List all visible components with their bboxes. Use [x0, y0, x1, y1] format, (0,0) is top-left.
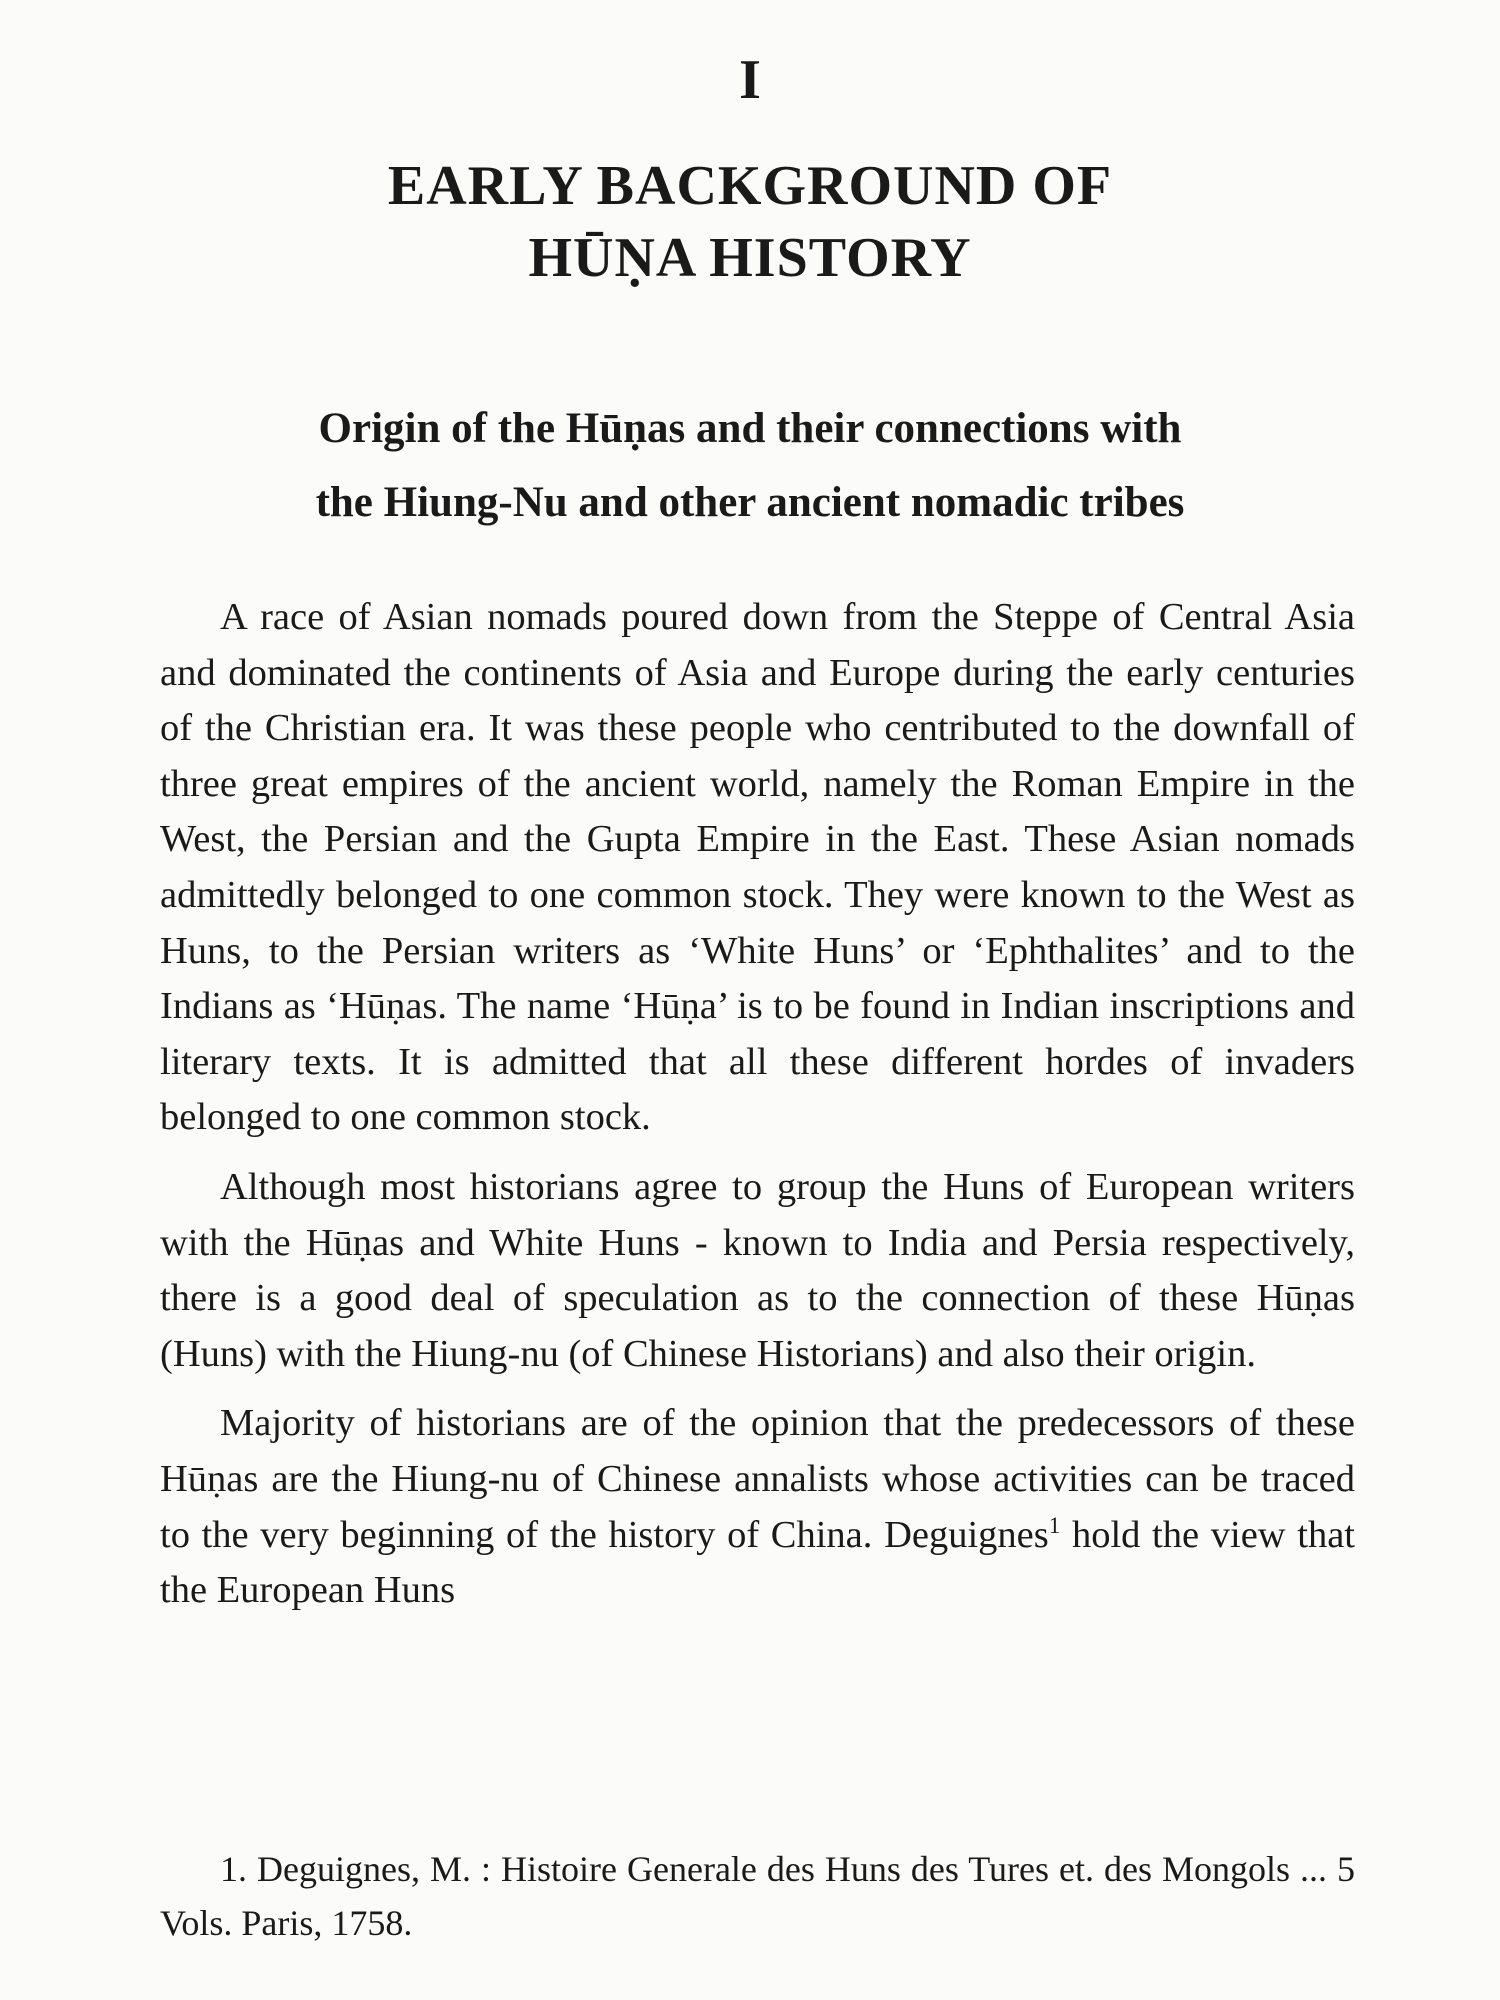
paragraph-3-text-before-reference: Majority of historians are of the opinion that the predecessors of these Hūṇas are the Hiung-nu of Chinese annalists whose activities can be traced to the very beginning of the history of China. Deguignes [160, 1402, 1355, 1556]
paragraph-1: A race of Asian nomads poured down from the Steppe of Central Asia and dominated the continents of Asia and Europe during the early centuries of the Christian era. It was these people who centributed to the downfall of three great empires of the ancient world, namely the Roman Empire in the West, the Persian and the Gupta Empire in the East. These Asian nomads admittedly belonged to one common stock. They were known to the West as Huns, to the Persian writers as ‘White Huns’ or ‘Ephthalites’ and to the Indians as ‘Hūṇas. The name ‘Hūṇa’ is to be found in Indian inscriptions and literary texts. It is admitted that all these different hordes of invaders belonged to one common stock. [160, 596, 1355, 1139]
chapter-title [0, 150, 1500, 294]
footnote [160, 1842, 1355, 1950]
chapter-title-line-2: HŪṆA HISTORY [528, 227, 972, 289]
chapter-title-line-1: EARLY BACKGROUND OF [387, 155, 1113, 217]
paragraph-3-text-after-reference: hold the view that the European Huns [160, 1513, 1355, 1612]
paragraph-3 [160, 1396, 1355, 1618]
section-heading [150, 392, 1350, 540]
footnote-1: 1. Deguignes, M. : Histoire Generale des Huns des Tures et. des Mongols ... 5 Vols. Paris, 1758. [160, 1849, 1355, 1943]
body-text [160, 590, 1355, 1633]
footnote-reference-1: 1 [1048, 1511, 1061, 1538]
chapter-number: I [739, 49, 761, 111]
section-heading-line-2: the Hiung-Nu and other ancient nomadic tribes [315, 479, 1185, 526]
paragraph-2: Although most historians agree to group the Huns of European writers with the Hūṇas and White Huns - known to India and Persia respectively, there is a good deal of speculation as to the connection of these Hūṇas (Huns) with the Hiung-nu (of Chinese Historians) and also their origin. [160, 1165, 1355, 1375]
section-heading-line-1: Origin of the Hūṇas and their connections with [318, 405, 1182, 452]
